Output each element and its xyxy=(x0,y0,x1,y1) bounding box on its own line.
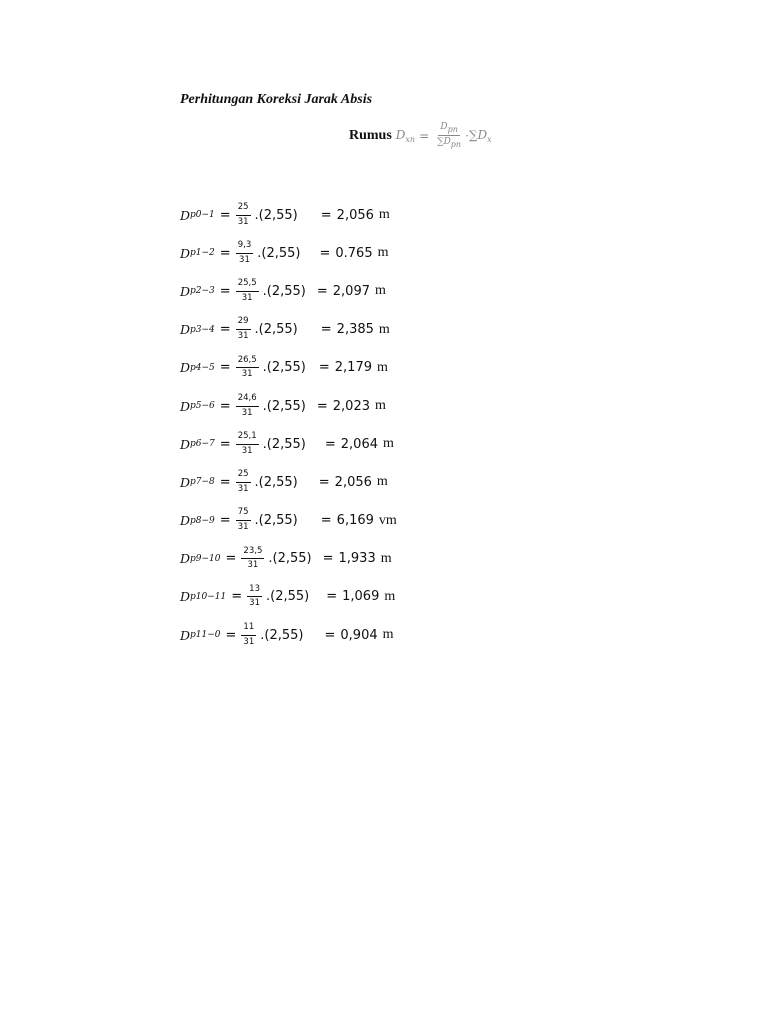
row-denominator: 31 xyxy=(241,369,253,380)
row-denominator: 31 xyxy=(237,216,249,227)
row-lhs: D p0−1 xyxy=(180,207,215,223)
calculation-row xyxy=(180,311,397,349)
row-result-equals: = xyxy=(316,283,328,299)
row-lhs: D p9−10 xyxy=(180,551,221,567)
row-subscript: p1−2 xyxy=(190,248,215,259)
row-equals: = xyxy=(231,589,243,605)
row-numerator: 26,5 xyxy=(236,356,259,369)
row-denominator: 31 xyxy=(243,636,255,647)
row-multiplier: .(2,55) xyxy=(254,322,298,338)
row-numerator: 75 xyxy=(236,508,251,521)
row-equals: = xyxy=(225,627,237,643)
formula-dot: · xyxy=(465,128,469,143)
row-fraction xyxy=(236,356,259,381)
row-equals: = xyxy=(219,283,231,299)
row-equals: = xyxy=(219,474,231,490)
row-result: 2,385 xyxy=(336,322,374,338)
formula-lhs: $D_{xn}$ xyxy=(395,127,416,144)
row-numerator: 9,3 xyxy=(236,241,254,254)
row-multiplier: .(2,55) xyxy=(262,436,306,452)
row-multiplier: .(2,55) xyxy=(254,513,298,529)
row-result-equals: = xyxy=(319,245,331,261)
formula-numerator: Dpn xyxy=(440,122,458,134)
row-unit: m xyxy=(375,398,386,414)
row-lhs: D p1−2 xyxy=(180,245,215,261)
row-result-equals: = xyxy=(322,551,334,567)
row-result: 2,023 xyxy=(332,398,370,414)
row-numerator: 24,6 xyxy=(236,394,259,407)
row-unit: m xyxy=(383,436,394,452)
row-numerator: 13 xyxy=(247,585,262,598)
calculation-row xyxy=(180,387,397,425)
row-multiplier: .(2,55) xyxy=(262,360,306,376)
row-multiplier: .(2,55) xyxy=(254,207,298,223)
calculation-row xyxy=(180,196,397,234)
formula-sum: $\sum D_x$ xyxy=(468,127,492,144)
row-lhs: D p10−11 xyxy=(180,589,227,605)
row-unit: m xyxy=(377,245,389,261)
row-unit: m xyxy=(384,588,396,604)
row-result: 2,097 xyxy=(332,283,370,299)
row-denominator: 31 xyxy=(239,254,250,265)
calculation-row xyxy=(180,540,397,578)
row-unit: m xyxy=(375,283,386,299)
formula-fraction xyxy=(437,122,461,149)
row-fraction xyxy=(247,585,262,610)
calculation-list xyxy=(180,196,397,654)
row-unit: m xyxy=(377,359,388,375)
row-multiplier: .(2,55) xyxy=(262,398,306,414)
row-lhs: D p4−5 xyxy=(180,360,215,376)
row-fraction xyxy=(236,432,259,457)
row-multiplier: .(2,55) xyxy=(254,474,298,490)
row-subscript: p9−10 xyxy=(190,553,221,564)
row-denominator: 31 xyxy=(237,331,249,342)
row-denominator: 31 xyxy=(241,407,253,418)
calculation-row xyxy=(180,234,397,272)
row-subscript: p11−0 xyxy=(190,630,221,641)
row-lhs: D p11−0 xyxy=(180,627,221,643)
row-denominator: 31 xyxy=(247,560,259,571)
row-unit: m xyxy=(378,207,390,223)
row-multiplier: .(2,55) xyxy=(268,551,312,567)
row-fraction xyxy=(236,508,251,533)
row-result: 2,056 xyxy=(334,474,372,490)
row-equals: = xyxy=(219,207,231,223)
row-fraction xyxy=(236,394,259,419)
calculation-row xyxy=(180,349,397,387)
row-multiplier: .(2,55) xyxy=(262,283,306,299)
row-lhs: D p6−7 xyxy=(180,436,215,452)
row-denominator: 31 xyxy=(249,598,260,609)
row-unit: vm xyxy=(378,512,397,528)
row-subscript: p3−4 xyxy=(190,324,215,335)
row-multiplier: .(2,55) xyxy=(260,627,304,643)
row-unit: m xyxy=(382,627,394,643)
row-result: 6,169 xyxy=(336,513,374,529)
row-lhs: D p5−6 xyxy=(180,398,215,414)
row-result-equals: = xyxy=(320,207,332,223)
row-denominator: 31 xyxy=(237,522,249,533)
row-denominator: 31 xyxy=(241,445,253,456)
row-result: 1,933 xyxy=(338,551,376,567)
row-result-equals: = xyxy=(318,474,330,490)
row-denominator: 31 xyxy=(237,483,249,494)
row-result-equals: = xyxy=(324,627,336,643)
row-subscript: p4−5 xyxy=(190,362,215,373)
calculation-row xyxy=(180,272,397,310)
calculation-row xyxy=(180,463,397,501)
row-subscript: p8−9 xyxy=(190,515,215,526)
row-unit: m xyxy=(380,550,392,566)
formula-equals: = xyxy=(419,128,430,143)
row-result: 2,064 xyxy=(340,436,378,452)
row-numerator: 29 xyxy=(236,317,251,330)
row-subscript: p0−1 xyxy=(190,210,215,221)
row-equals: = xyxy=(219,245,231,261)
row-lhs: D p2−3 xyxy=(180,283,215,299)
row-result: 0.765 xyxy=(335,245,373,261)
row-numerator: 11 xyxy=(241,623,256,636)
row-subscript: p7−8 xyxy=(190,477,215,488)
formula-denominator: ∑Dpn xyxy=(437,137,462,149)
row-fraction xyxy=(241,623,256,648)
row-equals: = xyxy=(225,551,237,567)
formula-expression xyxy=(396,122,492,149)
row-fraction xyxy=(236,317,251,342)
row-subscript: p10−11 xyxy=(190,591,227,602)
row-lhs: D p7−8 xyxy=(180,474,215,490)
row-numerator: 23,5 xyxy=(241,547,264,560)
row-fraction xyxy=(236,203,251,228)
row-fraction xyxy=(236,470,251,495)
row-result: 1,069 xyxy=(342,589,380,605)
row-multiplier: .(2,55) xyxy=(257,245,301,261)
row-numerator: 25,5 xyxy=(236,279,259,292)
row-equals: = xyxy=(219,398,231,414)
row-equals: = xyxy=(219,513,231,529)
row-numerator: 25 xyxy=(236,470,251,483)
row-denominator: 31 xyxy=(241,292,253,303)
row-subscript: p5−6 xyxy=(190,401,215,412)
calculation-row xyxy=(180,425,397,463)
row-result: 2,056 xyxy=(336,207,374,223)
row-numerator: 25 xyxy=(236,203,251,216)
row-fraction xyxy=(241,547,264,572)
calculation-row xyxy=(180,502,397,540)
row-numerator: 25,1 xyxy=(236,432,259,445)
calculation-row xyxy=(180,578,397,616)
row-lhs: D p8−9 xyxy=(180,513,215,529)
row-result-equals: = xyxy=(320,322,332,338)
row-equals: = xyxy=(219,436,231,452)
formula-label: Rumus xyxy=(349,127,392,143)
calculation-row xyxy=(180,616,397,654)
row-equals: = xyxy=(219,322,231,338)
page-heading: Perhitungan Koreksi Jarak Absis xyxy=(180,92,373,107)
row-result-equals: = xyxy=(326,589,338,605)
row-result-equals: = xyxy=(316,398,328,414)
row-fraction xyxy=(236,241,254,266)
row-multiplier: .(2,55) xyxy=(265,589,310,605)
row-lhs: D p3−4 xyxy=(180,322,215,338)
row-equals: = xyxy=(219,360,231,376)
row-result-equals: = xyxy=(318,360,330,376)
row-fraction xyxy=(236,279,259,304)
row-result: 0,904 xyxy=(340,627,378,643)
row-unit: m xyxy=(376,474,388,490)
row-subscript: p2−3 xyxy=(190,286,215,297)
row-unit: m xyxy=(378,321,390,337)
row-result-equals: = xyxy=(324,436,336,452)
row-result: 2,179 xyxy=(334,360,372,376)
row-result-equals: = xyxy=(320,513,332,529)
row-subscript: p6−7 xyxy=(190,439,215,450)
formula-block xyxy=(349,122,492,149)
